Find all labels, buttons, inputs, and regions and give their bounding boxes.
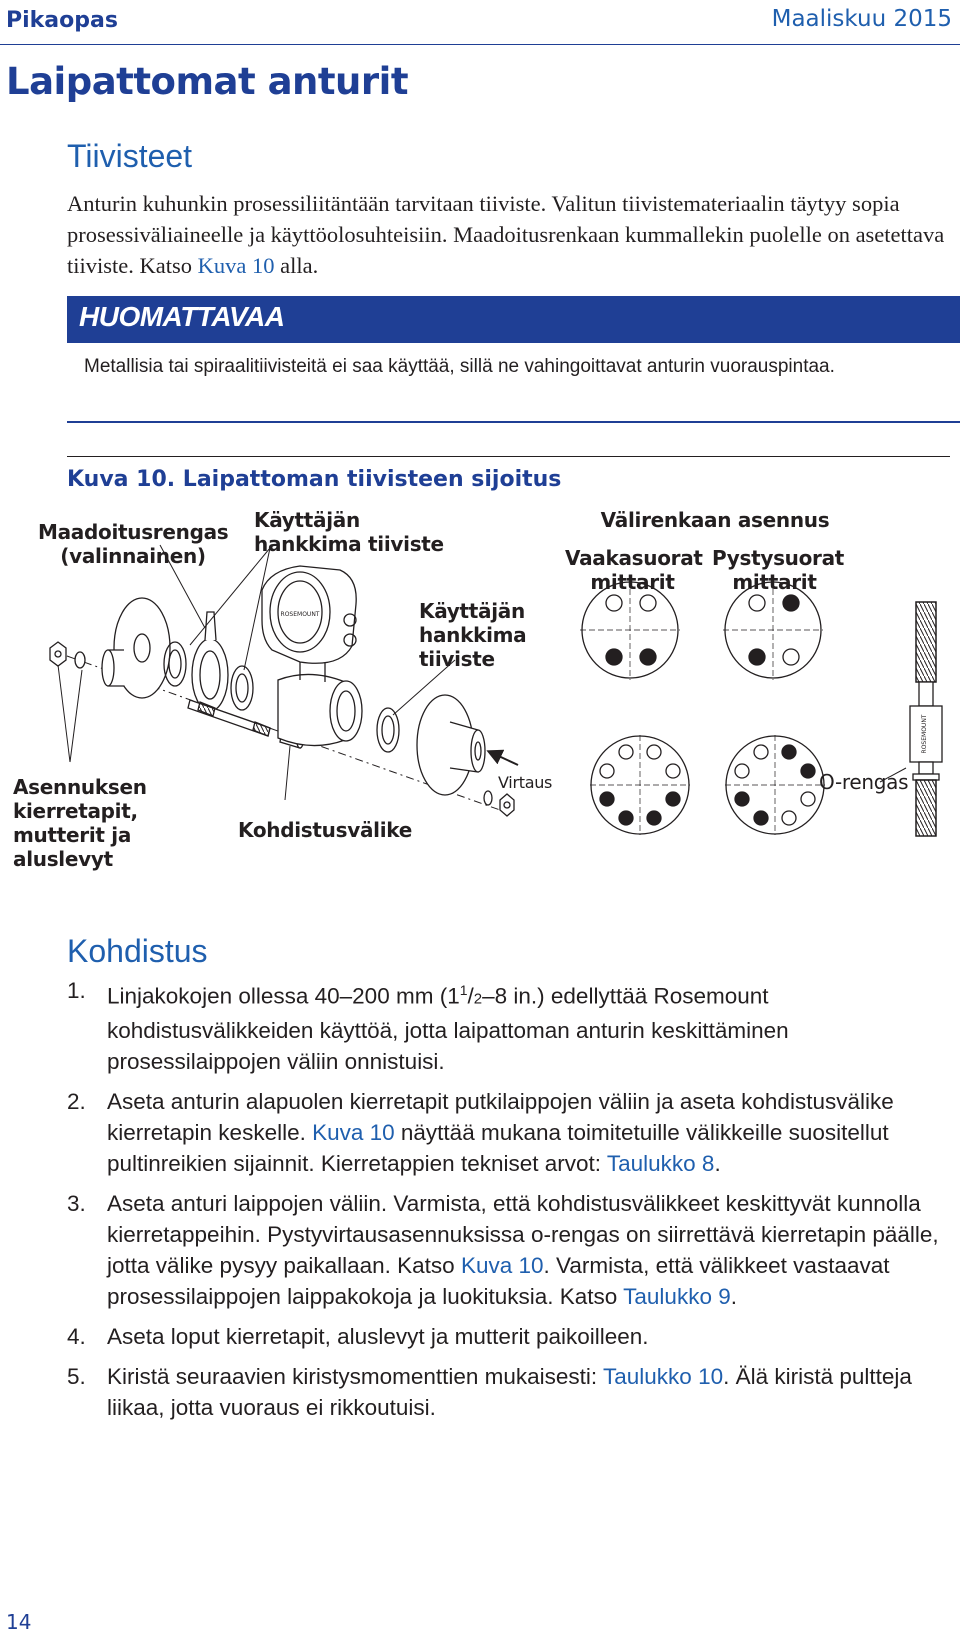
header-left-title: Pikaopas bbox=[6, 8, 118, 33]
paragraph-text: Anturin kuhunkin prosessiliitäntään tarvitaan tiiviste. Valitun tiivistemateriaalin täytyy sopia prosessiväliaineelle ja käyttöolosuhteisiin. Maadoitusrenkaan kummallekin puolelle on asetettava tiiviste. Katso bbox=[67, 191, 945, 278]
label-spacer-install: Välirenkaan asennus bbox=[600, 508, 830, 532]
flow-arrow bbox=[490, 752, 518, 765]
list-item: 2. Aseta anturin alapuolen kierretapit putkilaippojen väliin ja aseta kohdistusvälike kierretapin keskelle. Kuva 10 näyttää mukana toimitetuille välikkeille suositellut pultinreikien sijainnit. Kierretappien tekniset arvot: Taulukko 8. bbox=[67, 1086, 947, 1179]
label-grounding-ring: Maadoitusrengas (valinnainen) bbox=[38, 520, 229, 568]
nut-right bbox=[500, 794, 514, 816]
process-flange-left bbox=[102, 598, 170, 698]
list-item: 3. Aseta anturi laippojen väliin. Varmista, että kohdistusvälikkeet keskittyvät kunnolla kierretappeihin. Pystyvirtausasennuksissa o-rengas on siirrettävä kierretapin päälle, jotta välike pysyy paikallaan. Katso Kuva 10. Varmista, että välikkeet vastaavat prosessilaippojen laippakokoja ja luokituksia. Katso Taulukko 9. bbox=[67, 1188, 947, 1312]
gaskets-paragraph bbox=[67, 188, 947, 281]
step-number: 1. bbox=[67, 978, 86, 1003]
label-user-gasket-right: Käyttäjän hankkima tiiviste bbox=[419, 599, 527, 671]
spacer-horizontal-8 bbox=[590, 735, 690, 835]
alignment-steps bbox=[67, 975, 947, 1432]
vertical-stud-o-ring bbox=[910, 602, 942, 836]
label-studs-nuts-washers: Asennuksen kierretapit, mutterit ja aluslevyt bbox=[13, 775, 147, 871]
label-flow: Virtaus bbox=[498, 773, 553, 792]
table-link[interactable]: Taulukko 8 bbox=[606, 1150, 715, 1176]
label-horizontal-meters: Vaakasuorat mittarit bbox=[565, 546, 703, 594]
step-number: 3. bbox=[67, 1190, 86, 1216]
nut-left bbox=[50, 642, 66, 666]
figure-gasket-placement bbox=[0, 500, 960, 900]
paragraph-text: alla. bbox=[274, 253, 319, 278]
figure-rule bbox=[67, 456, 950, 457]
section-heading-alignment: Kohdistus bbox=[67, 933, 208, 969]
figure-link[interactable]: Kuva 10 bbox=[197, 253, 275, 278]
gasket-3 bbox=[377, 708, 399, 752]
stud-bolt bbox=[188, 700, 270, 736]
notice-title: HUOMATTAVAA bbox=[79, 301, 285, 332]
page-title: Laipattomat anturit bbox=[6, 60, 409, 103]
label-o-ring: O-rengas bbox=[819, 770, 909, 794]
gasket-2 bbox=[231, 666, 253, 710]
table-link[interactable]: Taulukko 10 bbox=[603, 1363, 724, 1389]
grounding-ring bbox=[192, 612, 228, 711]
step-number: 4. bbox=[67, 1323, 86, 1349]
section-heading-gaskets: Tiivisteet bbox=[67, 138, 193, 174]
figure-link[interactable]: Kuva 10 bbox=[460, 1252, 544, 1278]
label-user-gasket-top: Käyttäjän hankkima tiiviste bbox=[254, 508, 444, 556]
process-flange-right bbox=[417, 695, 485, 795]
list-item: 5. Kiristä seuraavien kiristysmomenttien mukaisesti: Taulukko 10. Älä kiristä pultteja liikaa, jotta vuoraus ei rikkoutuisi. bbox=[67, 1361, 947, 1423]
list-item: 4. Aseta loput kierretapit, aluslevyt ja mutterit paikoilleen. bbox=[67, 1321, 947, 1352]
list-item: 1. Linjakokojen ollessa 40–200 mm ($1^1/2-8$ in.) edellyttää Rosemount kohdistusvälikkeiden käyttöä, jotta laipattoman anturin keskittäminen prosessilaippojen väliin onnistuisi. bbox=[67, 975, 947, 1077]
notice-banner bbox=[67, 296, 960, 343]
table-link[interactable]: Taulukko 9 bbox=[623, 1283, 731, 1309]
spacer-vertical-4 bbox=[723, 580, 823, 680]
notice-rule bbox=[67, 421, 960, 423]
label-alignment-spacer: Kohdistusvälike bbox=[238, 818, 412, 842]
spacer-horizontal-4 bbox=[580, 580, 680, 680]
spacer-brand: ROSEMOUNT bbox=[921, 714, 928, 754]
washer-right bbox=[484, 791, 492, 805]
figure-caption: Kuva 10. Laipattoman tiivisteen sijoitus bbox=[67, 467, 562, 492]
label-vertical-meters: Pystysuorat mittarit bbox=[712, 546, 845, 594]
page-number: 14 bbox=[6, 1610, 32, 1634]
spacer-vertical-8 bbox=[725, 735, 825, 835]
step-number: 5. bbox=[67, 1363, 86, 1389]
step-number: 2. bbox=[67, 1088, 86, 1114]
header-rule bbox=[0, 44, 960, 45]
transmitter bbox=[262, 566, 362, 746]
figure-link[interactable]: Kuva 10 bbox=[312, 1119, 395, 1145]
transmitter-brand: ROSEMOUNT bbox=[280, 611, 320, 618]
notice-text: Metallisia tai spiraalitiivisteitä ei saa käyttää, sillä ne vahingoittavat anturin vuorauspintaa. bbox=[84, 356, 835, 377]
header-date: Maaliskuu 2015 bbox=[771, 6, 952, 32]
washer-left bbox=[75, 652, 85, 668]
